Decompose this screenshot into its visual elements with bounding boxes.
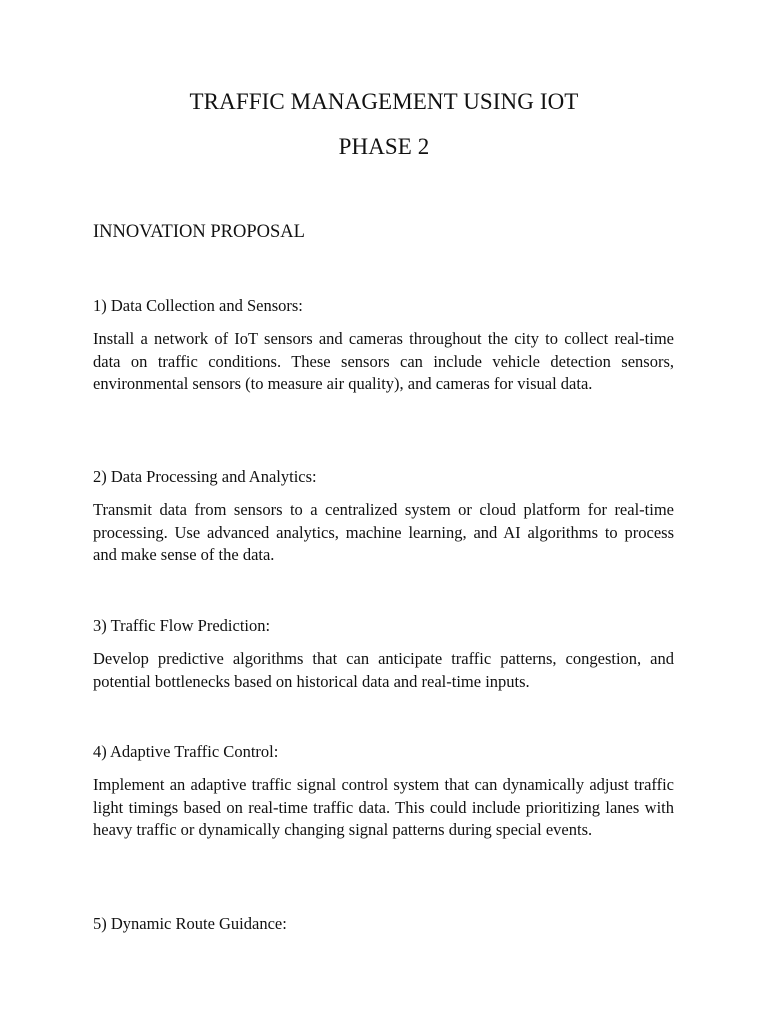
item-heading: 4) Adaptive Traffic Control: xyxy=(93,742,279,761)
item-heading: 5) Dynamic Route Guidance: xyxy=(93,914,287,933)
proposal-item-route-guidance xyxy=(93,913,674,935)
proposal-item-adaptive-control xyxy=(93,741,674,842)
item-heading: 1) Data Collection and Sensors: xyxy=(93,296,303,315)
document-title: TRAFFIC MANAGEMENT USING IOT xyxy=(189,89,579,114)
proposal-item-flow-prediction xyxy=(93,615,674,693)
document-subtitle: PHASE 2 xyxy=(338,134,430,159)
item-body: Install a network of IoT sensors and cameras throughout the city to collect real-time data on traffic conditions. These sensors can include vehicle detection sensors, environmental sensors (to measure air quality), and cameras for visual data. xyxy=(93,329,674,394)
item-heading: 2) Data Processing and Analytics: xyxy=(93,467,317,486)
proposal-item-data-processing xyxy=(93,466,674,567)
proposal-item-data-collection xyxy=(93,295,674,396)
section-heading: INNOVATION PROPOSAL xyxy=(93,222,305,242)
item-body: Transmit data from sensors to a centralized system or cloud platform for real-time processing. Use advanced analytics, machine learning, and AI algorithms to process and make sense of the data. xyxy=(93,500,674,565)
item-body: Implement an adaptive traffic signal control system that can dynamically adjust traffic light timings based on real-time traffic data. This could include prioritizing lanes with heavy traffic or dynamically changing signal patterns during special events. xyxy=(93,775,674,840)
item-heading: 3) Traffic Flow Prediction: xyxy=(93,616,271,635)
item-body: Develop predictive algorithms that can anticipate traffic patterns, congestion, and potential bottlenecks based on historical data and real-time inputs. xyxy=(93,649,674,691)
